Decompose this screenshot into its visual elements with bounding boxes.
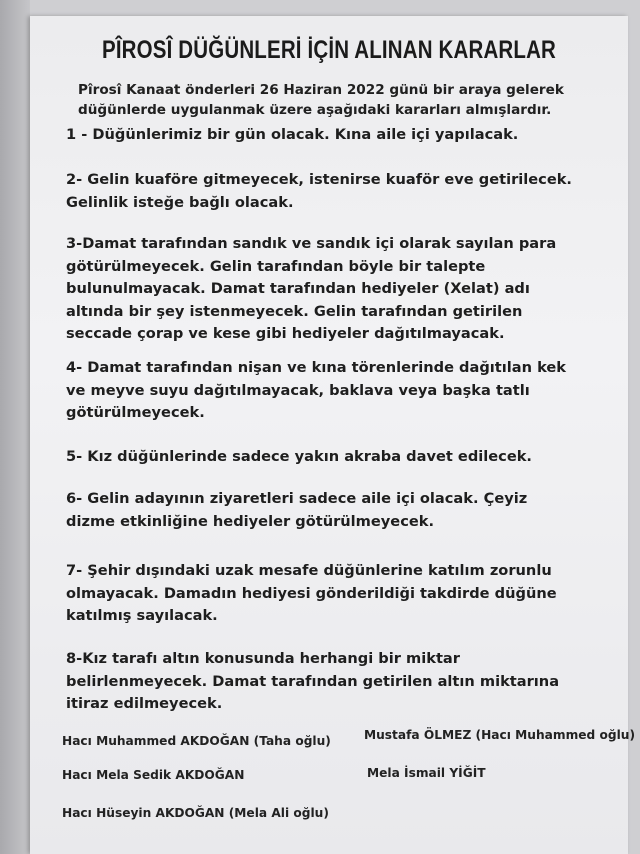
decision-line: ve meyve suyu dağıtılmayacak, baklava veya başka tatlı	[66, 381, 530, 399]
decision-line: 6- Gelin adayının ziyaretleri sadece aile içi olacak. Çeyiz	[66, 490, 528, 507]
decision-line: seccade çorap ve kese gibi hediyeler dağıtılmayacak.	[66, 325, 505, 342]
decision-item-8	[66, 648, 606, 716]
decision-line: 3-Damat tarafından sandık ve sandık içi olarak sayılan para	[66, 235, 557, 252]
signatory-name: Hacı Mela Sedik AKDOĞAN	[62, 768, 245, 782]
decision-line: itiraz edilmeyecek.	[66, 695, 223, 712]
decision-line: 1 - Düğünlerimiz bir gün olacak. Kına aile içi yapılacak.	[66, 126, 519, 143]
decision-item-3	[66, 233, 606, 346]
decision-item-6	[66, 488, 606, 533]
decision-item-5	[66, 446, 606, 469]
document-title: PÎROSÎ DÜĞÜNLERİ İÇİN ALINAN KARARLAR	[101, 36, 557, 64]
signatory-name: Hacı Muhammed AKDOĞAN (Taha oğlu)	[62, 734, 331, 748]
signatory-name: Mela İsmail YİĞİT	[367, 766, 486, 780]
decision-item-2	[66, 169, 606, 214]
intro-paragraph	[78, 80, 618, 120]
signatory-name: Mustafa ÖLMEZ (Hacı Muhammed oğlu)	[364, 728, 636, 742]
signatory-name: Hacı Hüseyin AKDOĞAN (Mela Ali oğlu)	[62, 806, 329, 820]
intro-line: Pîrosî Kanaat önderleri 26 Haziran 2022 günü bir araya gelerek	[78, 82, 564, 98]
decision-item-1	[66, 124, 606, 147]
decision-line: 2- Gelin kuaföre gitmeyecek, istenirse kuaför eve getirilecek.	[66, 171, 572, 188]
decision-line: 7- Şehir dışındaki uzak mesafe düğünlerine katılım zorunlu	[66, 562, 552, 579]
decision-line: dizme etkinliğine hediyeler götürülmeyecek.	[66, 512, 434, 530]
background-edge	[0, 0, 30, 854]
decision-line: 5- Kız düğünlerinde sadece yakın akraba davet edilecek.	[66, 448, 532, 465]
decision-line: götürülmeyecek.	[66, 404, 205, 421]
decision-line: Gelinlik isteğe bağlı olacak.	[66, 193, 294, 211]
decision-line: belirlenmeyecek. Damat tarafından getirilen altın miktarına	[66, 672, 560, 690]
intro-line: düğünlerde uygulanmak üzere aşağıdaki kararları almışlardır.	[78, 102, 552, 118]
decision-line: olmayacak. Damadın hediyesi gönderildiği takdirde düğüne	[66, 584, 557, 602]
decision-line: 8-Kız tarafı altın konusunda herhangi bir miktar	[66, 650, 460, 667]
decision-line: katılmış sayılacak.	[66, 607, 218, 624]
decision-line: altında bir şey istenmeyecek. Gelin tarafından getirilen	[66, 302, 523, 320]
decision-item-4	[66, 357, 606, 425]
decision-item-7	[66, 560, 606, 628]
decision-line: götürülmeyecek. Gelin tarafından böyle bir talepte	[66, 257, 486, 275]
decision-line: 4- Damat tarafından nişan ve kına törenlerinde dağıtılan kek	[66, 359, 567, 376]
decision-line: bulunulmayacak. Damat tarafından hediyeler (Xelat) adı	[66, 280, 530, 297]
